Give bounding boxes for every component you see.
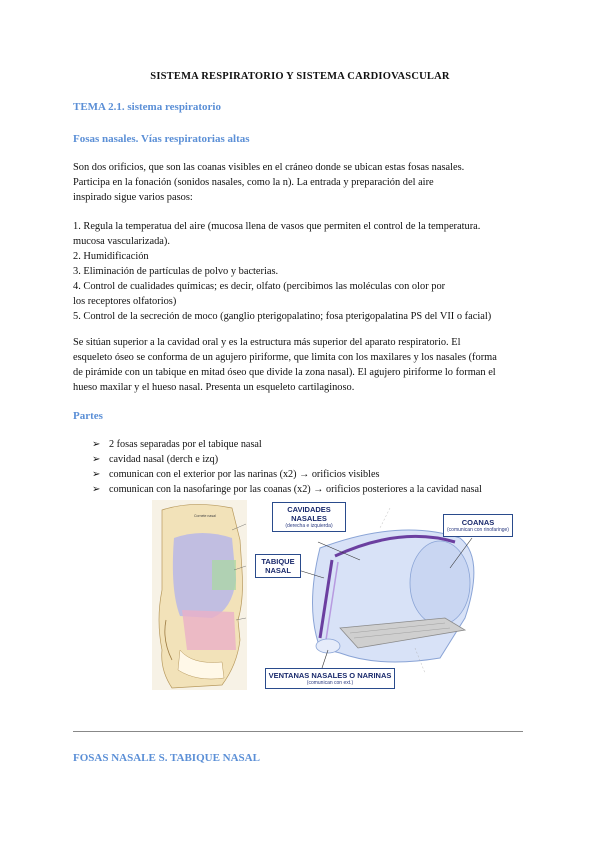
text-line: esqueleto óseo se conforma de un agujero piriforme, que limita con los maxilares y los nasales (forma <box>73 352 497 363</box>
label-subtext: (comunican con rinofaringe) <box>447 527 509 533</box>
text-line: 5. Control de la secreción de moco (ganglio pterigopalatino; fosa pterigopalatina PS del VII o facial) <box>73 311 492 322</box>
label-text: CAVIDADES NASALES <box>287 505 331 523</box>
cavidades-nasales-label <box>272 502 346 532</box>
text-line: 3. Eliminación de partículas de polvo y bacterias. <box>73 266 279 277</box>
coanas-label <box>443 514 513 537</box>
text-line: 4. Control de cualidades químicas; es decir, olfato (percibimos las moléculas con olor por <box>73 281 446 292</box>
label-subtext: (derecha e izquierda) <box>285 523 333 529</box>
partes-list <box>92 437 482 497</box>
section-heading-fosas-nasales: Fosas nasales. Vías respiratorias altas <box>73 133 250 145</box>
label-text: COANAS <box>461 518 495 527</box>
arrow-bullet-icon: ➢ <box>92 484 101 495</box>
list-item <box>92 437 482 452</box>
text-line: Son dos orificios, que son las coanas visibles en el cráneo donde se ubican estas fosas nasales. <box>73 162 465 173</box>
text-line: mucosa vascularizada). <box>73 236 170 247</box>
list-item <box>92 482 482 497</box>
text-line: 1. Regula la temperatua del aire (mucosa llena de vasos que permiten el control de la temperatura. <box>73 221 481 232</box>
tabique-nasal-label <box>255 554 301 578</box>
partes-heading: Partes <box>73 410 103 422</box>
text-line: los receptores olfatorios) <box>73 296 177 307</box>
steps-list <box>73 219 528 324</box>
text-line: hueso maxilar y el hueso nasal. Presenta un esqueleto cartilaginoso. <box>73 382 355 393</box>
text-line: inspirado sigue varios pasos: <box>73 192 193 203</box>
list-item-text: 2 fosas separadas por el tabique nasal <box>109 439 262 450</box>
text-line: 2. Humidificación <box>73 251 149 262</box>
arrow-bullet-icon: ➢ <box>92 439 101 450</box>
arrow-bullet-icon: ➢ <box>92 454 101 465</box>
list-item-text: cavidad nasal (derch e izq) <box>109 454 219 465</box>
ventanas-nasales-label <box>265 668 395 689</box>
text-line: Se sitúan superior a la cavidad oral y es la estructura más superior del aparato respiratorio. El <box>73 337 461 348</box>
figure-caption: Cornete nasal <box>194 514 216 518</box>
skull-sagittal-image <box>152 500 247 690</box>
nasal-cavity-diagram <box>250 498 530 713</box>
document-title: SISTEMA RESPIRATORIO Y SISTEMA CARDIOVASCULAR <box>150 71 450 82</box>
list-item <box>92 467 482 482</box>
label-text: TABIQUE NASAL <box>261 557 295 575</box>
label-subtext: (comunican con ext.) <box>306 680 354 686</box>
skull-illustration <box>152 500 247 690</box>
section-heading-tabique-nasal: FOSAS NASALE S. TABIQUE NASAL <box>73 752 260 764</box>
horizontal-divider <box>73 731 523 732</box>
label-text: VENTANAS NASALES O NARINAS <box>268 671 392 680</box>
arrow-bullet-icon: ➢ <box>92 469 101 480</box>
text-line: de pirámide con un tabique en mitad óseo que divide la zona nasal). El agujero piriforme lo forman el <box>73 367 496 378</box>
text-line: Participa en la fonación (sonidos nasales, como la n). La entrada y preparación del aire <box>73 177 434 188</box>
tema-heading: TEMA 2.1. sistema respiratorio <box>73 101 221 113</box>
intro-paragraph <box>73 160 528 205</box>
location-paragraph <box>73 335 528 395</box>
list-item-text: comunican con el exterior por las narinas (x2) → orificios visibles <box>109 469 380 480</box>
list-item-text: comunican con la nasofaringe por las coanas (x2) → orificios posteriores a la cavidad nasal <box>109 484 482 495</box>
list-item <box>92 452 482 467</box>
